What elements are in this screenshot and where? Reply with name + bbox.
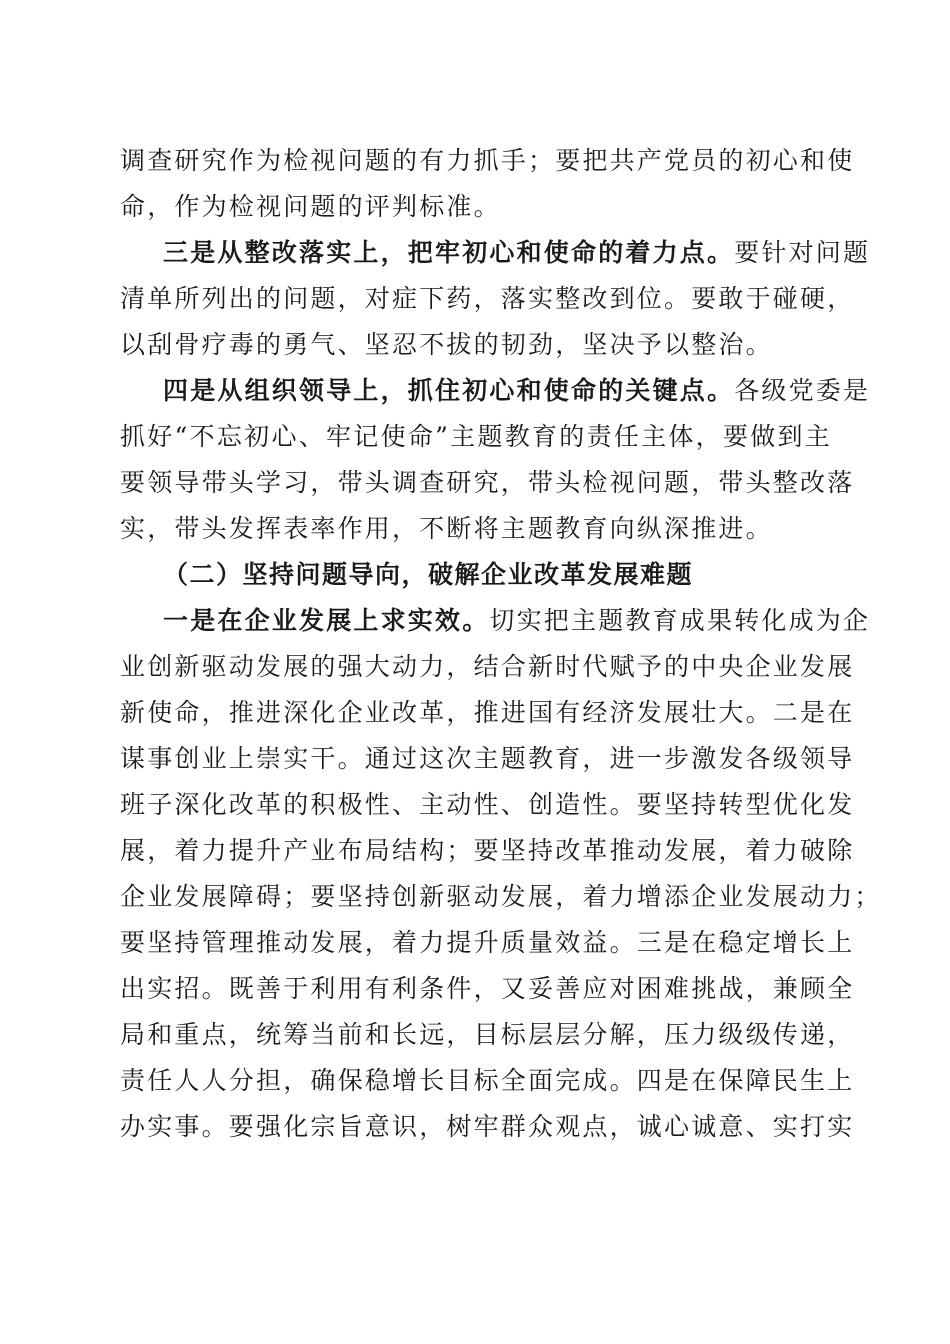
body-text-line: 企业发展障碍；要坚持创新驱动发展，着力增添企业发展动力； — [120, 882, 882, 911]
point-four-lead: 四是从组织领导上，抓住初心和使命的关键点。 — [163, 376, 735, 405]
body-text-line: 责任人人分担，确保稳增长目标全面完成。四是在保障民生上 — [120, 1066, 855, 1095]
body-text-line: 谋事创业上崇实干。通过这次主题教育，进一步激发各级领导 — [120, 744, 855, 773]
point-three-lead: 三是从整改落实上，把牢初心和使命的着力点。 — [163, 238, 735, 267]
body-text-line: 以刮骨疗毒的勇气、坚忍不拔的韧劲，坚决予以整治。 — [120, 330, 773, 359]
body-text-line: 出实招。既善于利用有利条件，又妥善应对困难挑战，兼顾全 — [120, 974, 855, 1003]
point-one-lead: 一是在企业发展上求实效。 — [163, 606, 490, 635]
body-text-line: 清单所列出的问题，对症下药，落实整改到位。要敢于碰硬， — [120, 284, 855, 313]
body-text-line: 抓好“不忘初心、牢记使命”主题教育的责任主体，要做到主 — [120, 422, 832, 451]
body-text-line: 要领导带头学习，带头调查研究，带头检视问题，带头整改落 — [120, 468, 855, 497]
body-text-line: 展，着力提升产业布局结构；要坚持改革推动发展，着力破除 — [120, 836, 855, 865]
body-text-line: 调查研究作为检视问题的有力抓手；要把共产党员的初心和使 — [120, 146, 855, 175]
body-text-line: 业创新驱动发展的强大动力，结合新时代赋予的中央企业发展 — [120, 652, 855, 681]
section-heading: （二）坚持问题导向，破解企业改革发展难题 — [163, 560, 694, 589]
body-text-line: 局和重点，统筹当前和长远，目标层层分解，压力级级传递， — [120, 1020, 855, 1049]
body-text-line: 实，带头发挥表率作用，不断将主题教育向纵深推进。 — [120, 514, 773, 543]
body-text-line: 班子深化改革的积极性、主动性、创造性。要坚持转型优化发 — [120, 790, 855, 819]
body-text-line: 命，作为检视问题的评判标准。 — [120, 192, 501, 221]
body-text-line: 办实事。要强化宗旨意识，树牢群众观点，诚心诚意、实打实 — [120, 1112, 855, 1141]
point-three-line: 三是从整改落实上，把牢初心和使命的着力点。要针对问题 — [163, 238, 871, 267]
point-four-line: 四是从组织领导上，抓住初心和使命的关键点。各级党委是 — [163, 376, 871, 405]
point-one-line: 一是在企业发展上求实效。切实把主题教育成果转化成为企 — [163, 606, 871, 635]
body-text-line: 新使命，推进深化企业改革，推进国有经济发展壮大。二是在 — [120, 698, 855, 727]
body-text-line: 要坚持管理推动发展，着力提升质量效益。三是在稳定增长上 — [120, 928, 855, 957]
